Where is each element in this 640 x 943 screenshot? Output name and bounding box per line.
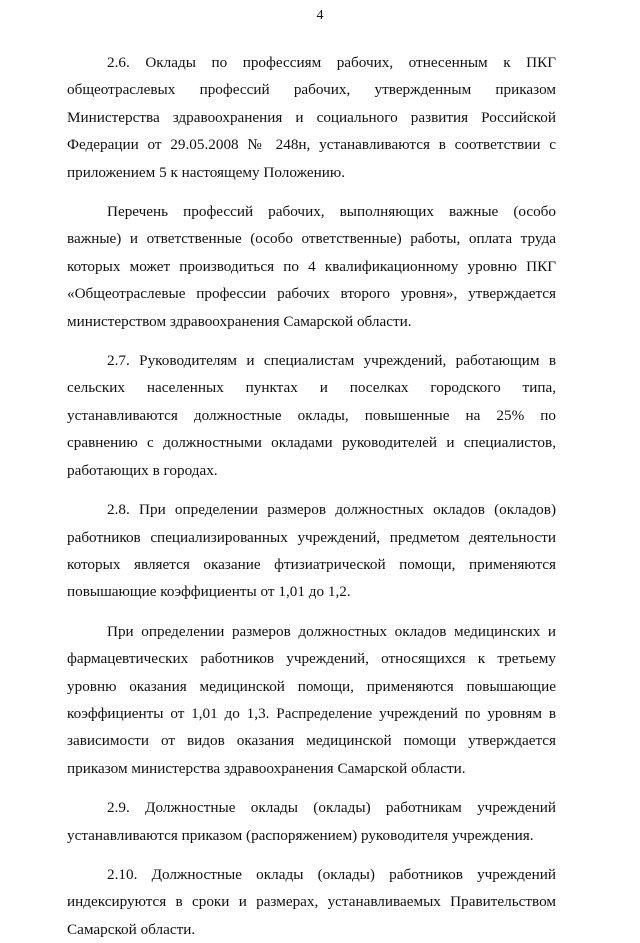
document-body bbox=[67, 49, 556, 943]
paragraph-2-8: 2.8. При определении размеров должностных окладов (окладов) работников специализированных учреждений, предметом деятельности которых является оказание фтизиатрической помощи, применяются повышающие коэффициенты от 1,01 до 1,2. bbox=[67, 501, 556, 601]
paragraph-third-level-coefficients: При определении размеров должностных окладов медицинских и фармацевтических работников учреждений, относящихся к третьему уровню оказания медицинской помощи, применяются повышающие коэффициенты от 1,01 до 1,3. Распределение учреждений по уровням в зависимости от видов оказания медицинской помощи утверждается приказом министерства здравоохранения Самарской области. bbox=[67, 622, 556, 777]
page-number: 4 bbox=[316, 8, 324, 23]
paragraph-2-10: 2.10. Должностные оклады (оклады) работников учреждений индексируются в сроки и размерах, устанавливаемых Правительством Самарской области. bbox=[67, 865, 556, 938]
paragraph-2-9: 2.9. Должностные оклады (оклады) работникам учреждений устанавливаются приказом (распоряжением) руководителя учреждения. bbox=[67, 799, 556, 844]
paragraph-2-7: 2.7. Руководителям и специалистам учреждений, работающим в сельских населенных пунктах и поселках городского типа, устанавливаются должностные оклады, повышенные на 25% по сравнению с должностными окладами руководителей и специалистов, работающих в городах. bbox=[67, 352, 556, 479]
paragraph-2-6: 2.6. Оклады по профессиям рабочих, отнесенным к ПКГ общеотраслевых профессий рабочих, утвержденным приказом Министерства здравоохранения и социального развития Российской Федерации от 29.05.2008 № 248н, устанавливаются в соответствии с приложением 5 к настоящему Положению. bbox=[67, 54, 556, 181]
paragraph-workers-list: Перечень профессий рабочих, выполняющих важные (особо важные) и ответственные (особо ответственные) работы, оплата труда которых может производиться по 4 квалификационному уровню ПКГ «Общеотраслевые профессии рабочих второго уровня», утверждается министерством здравоохранения Самарской области. bbox=[67, 203, 556, 330]
